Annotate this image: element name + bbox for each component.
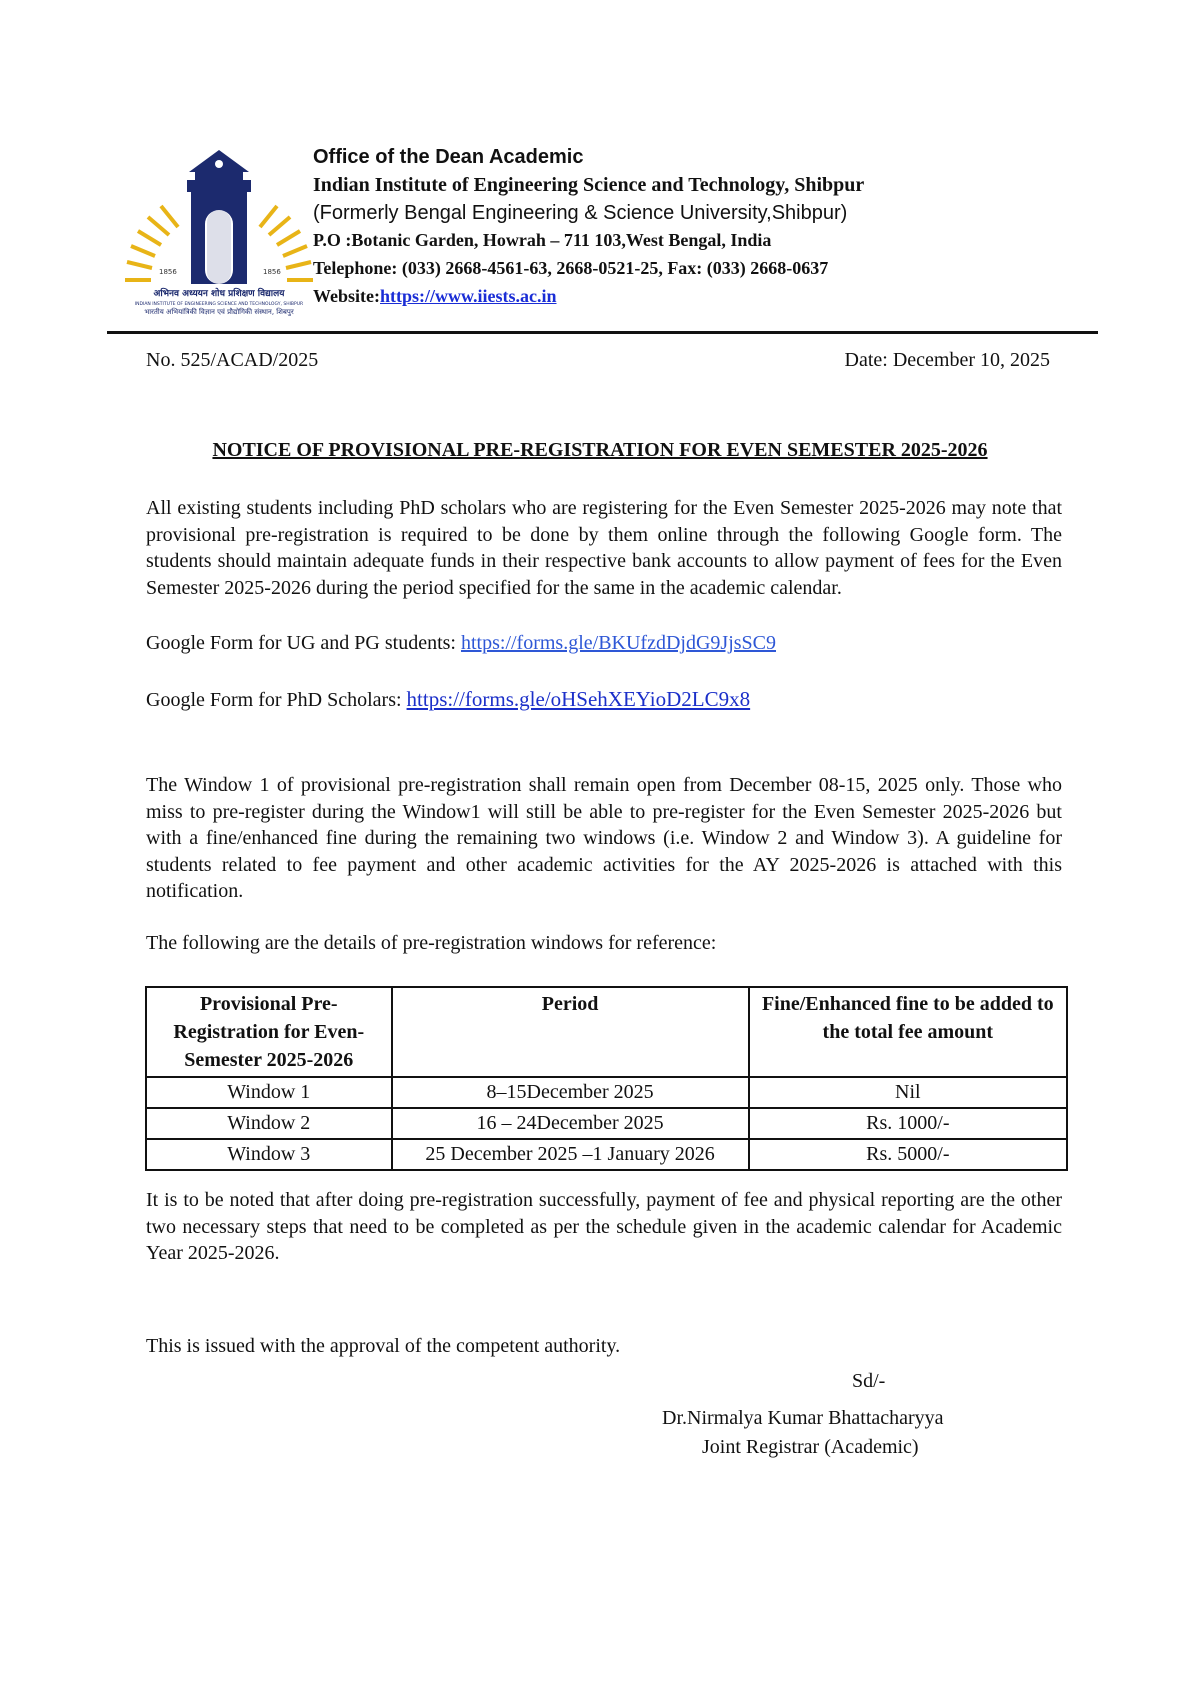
table-row [146, 1139, 1067, 1170]
header-divider [107, 331, 1098, 334]
windows-table [145, 986, 1068, 1171]
notice-title: NOTICE OF PROVISIONAL PRE-REGISTRATION FOR EVEN SEMESTER 2025-2026 [212, 439, 988, 461]
table-cell: Window 3 [146, 1139, 392, 1170]
institute-logo [121, 150, 317, 318]
signatory-designation: Joint Registrar (Academic) [702, 1436, 919, 1458]
website-link[interactable]: https://www.iiests.ac.in [380, 286, 557, 306]
table-header-row [146, 987, 1067, 1077]
office-title: Office of the Dean Academic [313, 146, 584, 168]
approval-line: This is issued with the approval of the competent authority. [146, 1335, 621, 1357]
table-intro: The following are the details of pre-registration windows for reference: [146, 932, 717, 954]
intro-paragraph: All existing students including PhD scholars who are registering for the Even Semester 2025-2026 may note that provisional pre-registration is required to be done by them online through the following Google form. The students should maintain adequate funds in their respective bank accounts to allow payment of fees for the Even Semester 2025-2026 during the period specified for the same in the academic calendar. [146, 497, 1062, 599]
phd-form-line [146, 686, 1062, 714]
phd-form-label: Google Form for PhD Scholars: [146, 689, 407, 711]
table-cell: 25 December 2025 –1 January 2026 [392, 1139, 749, 1170]
signatory-name: Dr.Nirmalya Kumar Bhattacharyya [662, 1407, 944, 1429]
former-name: (Formerly Bengal Engineering & Science University,Shibpur) [313, 202, 848, 224]
table-header-cell: Fine/Enhanced fine to be added to the total fee amount [749, 987, 1067, 1077]
table-header-cell: Provisional Pre-Registration for Even-Semester 2025-2026 [146, 987, 392, 1077]
table-cell: Window 1 [146, 1077, 392, 1108]
phd-form-link[interactable]: https://forms.gle/oHSehXEYioD2LC9x8 [406, 687, 751, 711]
svg-text:भारतीय अभियांत्रिकी विज्ञान एव: भारतीय अभियांत्रिकी विज्ञान एवं प्रौद्योगिकी संस्थान, शिबपुर [144, 308, 294, 316]
svg-text:INDIAN INSTITUTE OF ENGINEERIN: INDIAN INSTITUTE OF ENGINEERING SCIENCE AND TECHNOLOGY, SHIBPUR [134, 302, 304, 307]
ug-pg-form-line [146, 630, 1062, 657]
svg-text:1856: 1856 [263, 268, 281, 276]
table-cell: Nil [749, 1077, 1067, 1108]
steps-paragraph: It is to be noted that after doing pre-registration successfully, payment of fee and physical reporting are the other two necessary steps that need to be completed as per the schedule given in the academic calendar for Academic Year 2025-2026. [146, 1189, 1062, 1264]
signature-mark: Sd/- [852, 1370, 886, 1392]
ug-pg-form-link[interactable]: https://forms.gle/BKUfzdDjdG9JjsSC9 [460, 632, 776, 654]
table-cell: 16 – 24December 2025 [392, 1108, 749, 1139]
table-cell: Rs. 5000/- [749, 1139, 1067, 1170]
address: P.O :Botanic Garden, Howrah – 711 103,West Bengal, India [313, 230, 772, 250]
notice-date: Date: December 10, 2025 [844, 349, 1050, 371]
table-cell: Rs. 1000/- [749, 1108, 1067, 1139]
table-row [146, 1077, 1067, 1108]
website-line [313, 286, 557, 307]
telephone: Telephone: (033) 2668-4561-63, 2668-0521-25, Fax: (033) 2668-0637 [313, 258, 829, 278]
table-header-cell: Period [392, 987, 749, 1077]
table-cell: 8–15December 2025 [392, 1077, 749, 1108]
website-label: Website: [313, 286, 380, 306]
window-paragraph: The Window 1 of provisional pre-registration shall remain open from December 08-15, 2025 only. Those who miss to pre-register during the Window1 will still be able to pre-register for the Even Semester 2025-2026 but with a fine/enhanced fine during the remaining two windows (i.e. Window 2 and Window 3). A guideline for students related to fee payment and other academic activities for the AY 2025-2026 is attached with this notification. [146, 774, 1062, 902]
reference-number: No. 525/ACAD/2025 [146, 349, 319, 371]
svg-text:अभिनव अध्ययन शोध प्रशिक्षण विद: अभिनव अध्ययन शोध प्रशिक्षण विद्यालय [153, 289, 285, 299]
svg-text:1856: 1856 [159, 268, 177, 276]
institute-name: Indian Institute of Engineering Science and Technology, Shibpur [313, 174, 865, 196]
ug-pg-form-label: Google Form for UG and PG students: [146, 632, 461, 654]
table-cell: Window 2 [146, 1108, 392, 1139]
table-row [146, 1108, 1067, 1139]
